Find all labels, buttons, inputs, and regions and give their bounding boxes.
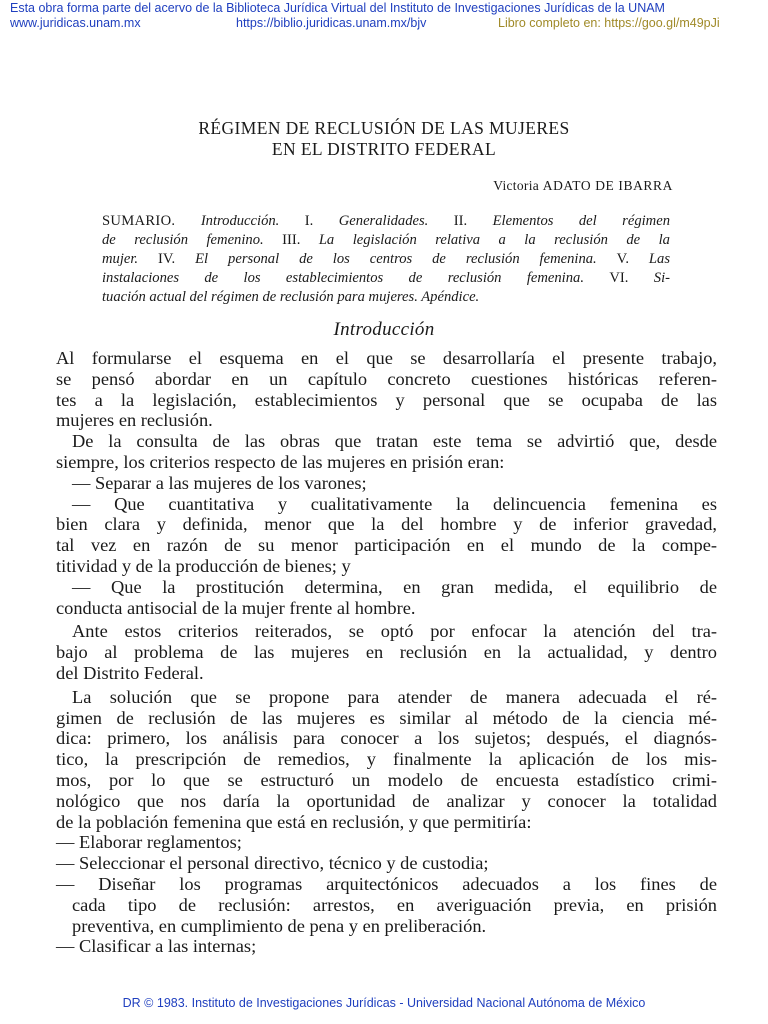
copyright-footer: DR © 1983. Instituto de Investigaciones Jurídicas - Universidad Nacional Autónoma de México bbox=[122, 996, 646, 1010]
list-item: — Seleccionar el personal directivo, técnico y de custodia; bbox=[56, 853, 489, 874]
body-line: se pensó abordar en un capítulo concreto cuestiones históricas referen- bbox=[56, 368, 717, 389]
body-line: gimen de reclusión de las mujeres es similar al método de la ciencia mé- bbox=[56, 707, 717, 728]
list-item: — Separar a las mujeres de los varones; bbox=[72, 472, 367, 493]
repository-notice: Esta obra forma parte del acervo de la Biblioteca Jurídica Virtual del Instituto de Investigaciones Jurídicas de la UNAM bbox=[10, 1, 665, 15]
biblio-link[interactable]: https://biblio.juridicas.unam.mx/bjv bbox=[236, 16, 427, 30]
body-line: dica: primero, los análisis para conocer a los sujetos; después, el diagnós- bbox=[56, 728, 717, 749]
summary-item: Si- bbox=[628, 270, 670, 286]
body-line: La solución que se propone para atender de manera adecuada el ré- bbox=[72, 686, 717, 707]
body-line: nológico que nos daría la oportunidad de analizar y conocer la totalidad bbox=[56, 790, 717, 811]
body-line: bien clara y definida, menor que la del hombre y de inferior gravedad, bbox=[56, 514, 717, 535]
section-heading: Introducción bbox=[333, 319, 435, 340]
article-title-line-2: EN EL DISTRITO FEDERAL bbox=[271, 139, 497, 159]
body-line: tal vez en razón de su menor participación en el mundo de la compe- bbox=[56, 535, 717, 556]
summary-item: tuación actual del régimen de reclusión para mujeres. Apéndice. bbox=[102, 289, 480, 305]
summary-numeral: II. bbox=[453, 213, 468, 229]
body-line: tico, la prescripción de remedios, y finalmente la aplicación de los mis- bbox=[56, 749, 717, 770]
author-given-name: Victoria bbox=[493, 178, 540, 193]
summary-item: Las bbox=[628, 251, 671, 267]
summary-item: Elementos del régimen bbox=[467, 213, 670, 229]
article-author bbox=[493, 178, 673, 194]
summary-line bbox=[102, 288, 670, 307]
summary-item: instalaciones de los establecimientos de reclusión femenina. bbox=[102, 270, 610, 286]
body-line: mujeres en reclusión. bbox=[56, 410, 213, 431]
body-line: de la población femenina que está en reclusión, y que permitiría: bbox=[56, 811, 532, 832]
list-item: — Elaborar reglamentos; bbox=[56, 832, 242, 853]
list-item: — Diseñar los programas arquitectónicos adecuados a los fines de bbox=[56, 873, 717, 894]
summary-item: La legislación relativa a la reclusión de la bbox=[300, 232, 670, 248]
body-text bbox=[56, 348, 717, 957]
list-item: — Que cuantitativa y cualitativamente la delincuencia femenina es bbox=[72, 493, 717, 514]
summary-line bbox=[102, 231, 670, 250]
author-surname: ADATO DE IBARRA bbox=[542, 178, 673, 193]
body-line: cada tipo de reclusión: arrestos, en averiguación previa, en prisión bbox=[72, 894, 717, 915]
body-line: preventiva, en cumplimiento de pena y en preliberación. bbox=[72, 915, 487, 936]
summary-item: de reclusión femenino. bbox=[102, 232, 283, 248]
body-line: De la consulta de las obras que tratan este tema se advirtió que, desde bbox=[72, 431, 717, 452]
summary-numeral: IV. bbox=[158, 251, 176, 267]
full-book-link[interactable]: Libro completo en: https://goo.gl/m49pJi bbox=[498, 16, 720, 30]
article-title-line-1: RÉGIMEN DE RECLUSIÓN DE LAS MUJERES bbox=[198, 118, 570, 138]
body-line: conducta antisocial de la mujer frente al hombre. bbox=[56, 597, 416, 618]
body-line: bajo al problema de las mujeres en reclusión en la actualidad, y dentro bbox=[56, 642, 717, 663]
summary-line bbox=[102, 212, 670, 231]
body-line: siempre, los criterios respecto de las mujeres en prisión eran: bbox=[56, 451, 505, 472]
body-line: Al formularse el esquema en el que se desarrollaría el presente trabajo, bbox=[56, 348, 717, 368]
list-item: — Que la prostitución determina, en gran medida, el equilibrio de bbox=[72, 576, 717, 597]
summary-item: mujer. bbox=[102, 251, 159, 267]
summary-item: Introducción. bbox=[175, 213, 305, 229]
summary-line bbox=[102, 250, 670, 269]
body-line: tes a la legislación, establecimientos y personal que se ocupaba de las bbox=[56, 389, 717, 410]
list-item: — Clasificar a las internas; bbox=[56, 936, 257, 957]
summary-label: SUMARIO. bbox=[102, 213, 176, 229]
summary-numeral: V. bbox=[616, 251, 629, 267]
summary-line bbox=[102, 269, 670, 288]
summary-item: Generalidades. bbox=[313, 213, 454, 229]
body-line: titividad y de la producción de bienes; y bbox=[56, 555, 351, 576]
site-link[interactable]: www.juridicas.unam.mx bbox=[10, 16, 141, 30]
body-line: Ante estos criterios reiterados, se optó por enfocar la atención del tra- bbox=[72, 621, 717, 642]
summary-numeral: I. bbox=[304, 213, 314, 229]
body-line: del Distrito Federal. bbox=[56, 662, 204, 683]
summary-numeral: VI. bbox=[609, 270, 629, 286]
summary-item: El personal de los centros de reclusión femenina. bbox=[175, 251, 617, 267]
summary-block bbox=[102, 212, 670, 307]
body-line: mos, por lo que se estructuró un modelo de encuesta estadístico crimi- bbox=[56, 769, 717, 790]
summary-numeral: III. bbox=[282, 232, 301, 248]
